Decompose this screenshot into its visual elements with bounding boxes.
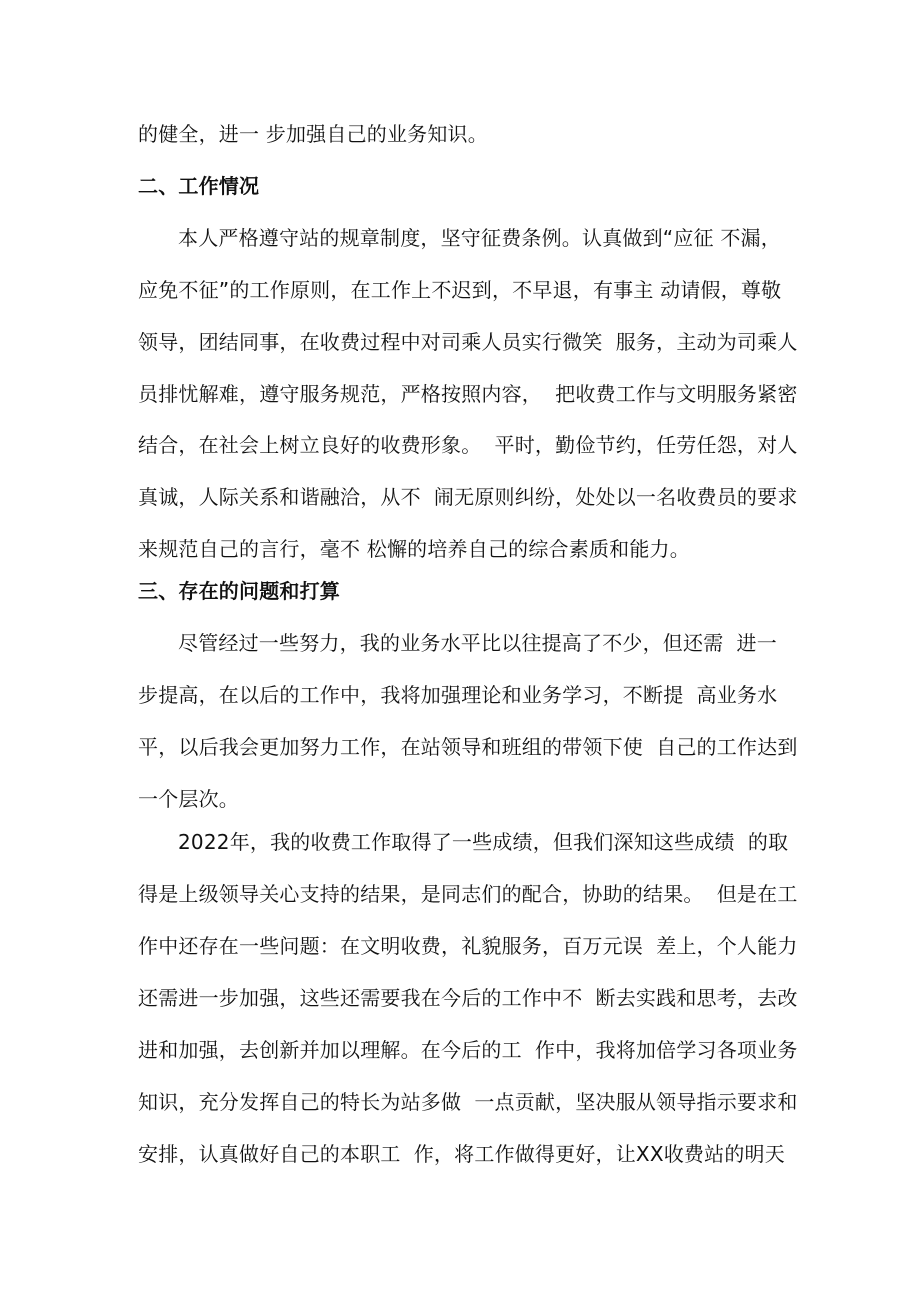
section-3-para1-line: 平，以后我会更加努力工作，在站领导和班组的带领下使 自己的工作达到 [138, 735, 798, 759]
section-2-line: 真诚，人际关系和谐融洽，从不 闹无原则纠纷，处处以一名收费员的要求 [138, 485, 798, 509]
section-3-para2-line: 安排，认真做好自己的本职工 作，将工作做得更好，让XX收费站的明天 [138, 1142, 785, 1166]
section-3-para1-line: 步提高，在以后的工作中，我将加强理论和业务学习，不断提 高业务水 [138, 683, 778, 707]
section-3-para2-line: 还需进一步加强，这些还需要我在今后的工作中不 断去实践和思考，去改 [138, 986, 798, 1010]
section-2-heading: 二、工作情况 [138, 174, 260, 198]
section-3-para2-line: 进和加强，去创新并加以理解。在今后的工 作中，我将加倍学习各项业务 [138, 1038, 798, 1062]
section-3-para2-line: 知识，充分发挥自己的特长为站多做 一点贡献，坚决服从领导指示要求和 [138, 1090, 798, 1114]
section-2-line: 员排忧解难，遵守服务规范，严格按照内容， 把收费工作与文明服务紧密 [138, 382, 798, 406]
intro-tail-line: 的健全，进一 步加强自己的业务知识。 [138, 122, 488, 146]
section-3-para2-line: 作中还存在一些问题：在文明收费，礼貌服务，百万元误 差上，个人能力 [138, 934, 798, 958]
section-2-line: 来规范自己的言行，毫不 松懈的培养自己的综合素质和能力。 [138, 537, 690, 561]
section-2-line: 结合，在社会上树立良好的收费形象。 平时，勤俭节约，任劳任怨，对人 [138, 433, 798, 457]
section-3-heading: 三、存在的问题和打算 [138, 579, 340, 603]
section-2-line: 领导，团结同事，在收费过程中对司乘人员实行微笑 服务，主动为司乘人 [138, 330, 798, 354]
section-3-para1-line: 一个层次。 [138, 787, 239, 811]
section-3-para1-line: 尽管经过一些努力，我的业务水平比以往提高了不少，但还需 进一 [178, 631, 777, 655]
section-3-para2-line: 2022年，我的收费工作取得了一些成绩，但我们深知这些成绩 的取 [178, 830, 789, 854]
section-2-line: 应免不征”的工作原则，在工作上不迟到，不早退，有事主 动请假，尊敬 [138, 278, 782, 302]
section-2-line: 本人严格遵守站的规章制度，坚守征费条例。认真做到“应征 不漏， [178, 226, 781, 250]
section-3-para2-line: 得是上级领导关心支持的结果，是同志们的配合，协助的结果。 但是在工 [138, 882, 798, 906]
